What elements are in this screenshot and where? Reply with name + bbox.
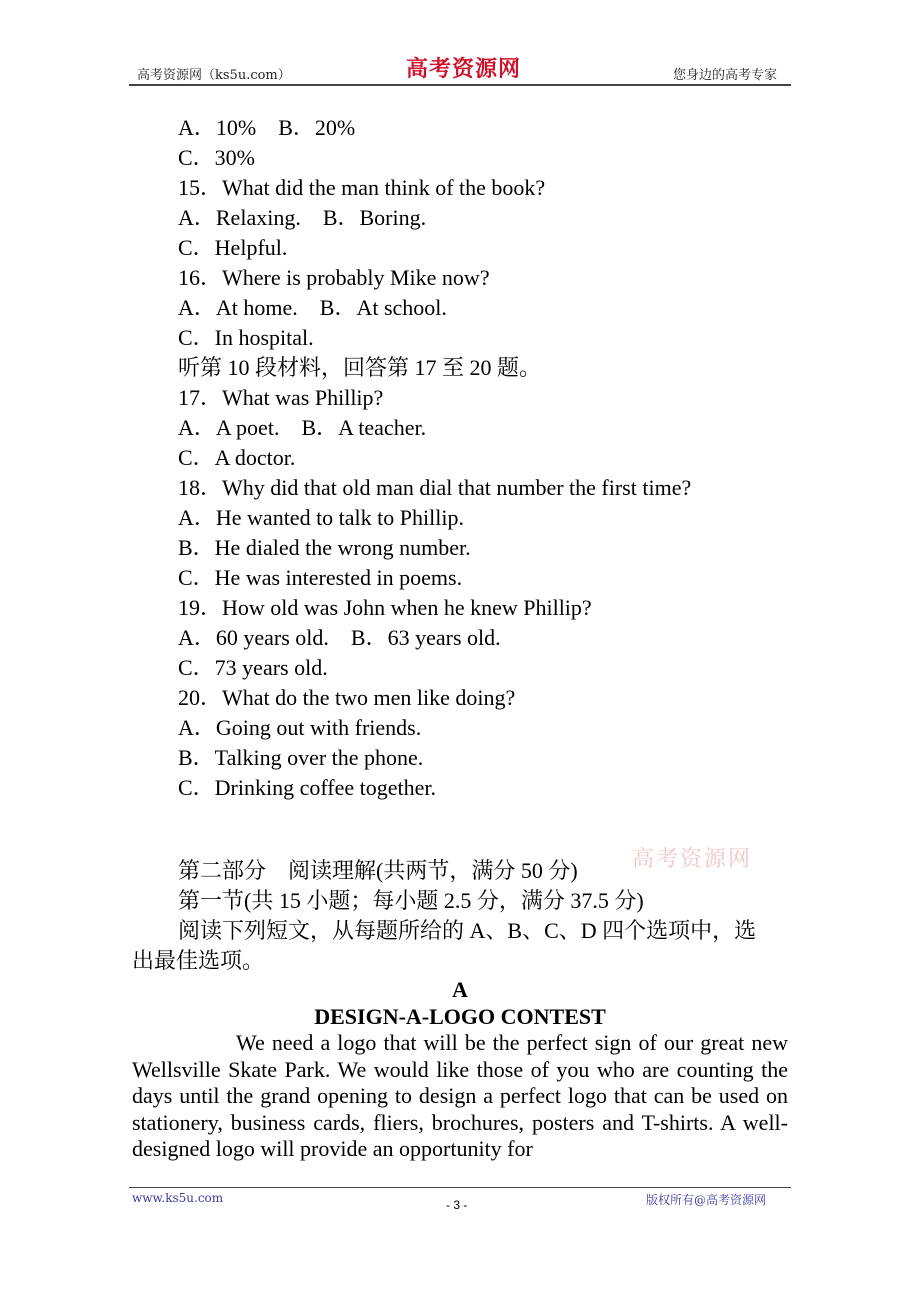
question-line: A．At home. B．At school. [178,295,447,320]
header-left: 高考资源网（ks5u.com） [137,68,291,83]
question-line: 20．What do the two men like doing? [178,685,516,710]
instruction: 阅读下列短文，从每题所给的 A、B、C、D 四个选项中，选 [178,918,757,943]
passage-letter: A [452,977,468,1002]
question-line: 听第 10 段材料，回答第 17 至 20 题。 [178,355,542,380]
question-line: B．He dialed the wrong number. [178,535,471,560]
question-line: C．73 years old. [178,655,328,680]
question-line: A．60 years old. B．63 years old. [178,625,501,650]
footer-copyright: 版权所有@高考资源网 [646,1193,767,1207]
page-number: - 3 - [446,1198,468,1212]
question-line: A．Relaxing. B．Boring. [178,205,427,230]
part-heading: 第二部分 阅读理解(共两节，满分 50 分) [178,858,578,883]
watermark: 高考资源网 [632,847,753,872]
subsection-heading: 第一节(共 15 小题；每小题 2.5 分，满分 37.5 分) [178,888,644,913]
question-line: 16．Where is probably Mike now? [178,265,490,290]
question-line: C．A doctor. [178,445,296,470]
question-line: C．Drinking coffee together. [178,775,437,800]
question-line: 18．Why did that old man dial that number the first time? [178,475,692,500]
passage-text: We need a logo that will be the perfect sign of our great new Wellsville Skate Park. We would like those of you who are counting the days until the grand opening to design a perfect logo that can be used on stationery, business cards, fliers, brochures, posters and T-shirts. A well-designed logo will provide an opportunity for [132,1030,788,1162]
question-list [178,113,691,803]
question-line: C．Helpful. [178,235,288,260]
reading-section [132,856,790,976]
question-line: A．A poet. B．A teacher. [178,415,427,440]
header-rule [129,84,791,86]
question-line: C．In hospital. [178,325,314,350]
instruction-cont: 出最佳选项。 [132,948,265,973]
question-line: A．10% B．20% [178,115,356,140]
question-line: C．30% [178,145,256,170]
question-line: C．He was interested in poems. [178,565,463,590]
passage-title: DESIGN-A-LOGO CONTEST [314,1004,606,1029]
question-line: A．He wanted to talk to Phillip. [178,505,464,530]
question-line: B．Talking over the phone. [178,745,424,770]
header-logo: 高考资源网 [406,56,522,82]
question-line: 15．What did the man think of the book? [178,175,546,200]
question-line: 17．What was Phillip? [178,385,384,410]
footer-link[interactable]: www.ks5u.com [132,1191,224,1205]
question-line: A．Going out with friends. [178,715,422,740]
question-line: 19．How old was John when he knew Phillip? [178,595,592,620]
footer-rule [129,1187,791,1188]
header-right: 您身边的高考专家 [673,68,778,83]
